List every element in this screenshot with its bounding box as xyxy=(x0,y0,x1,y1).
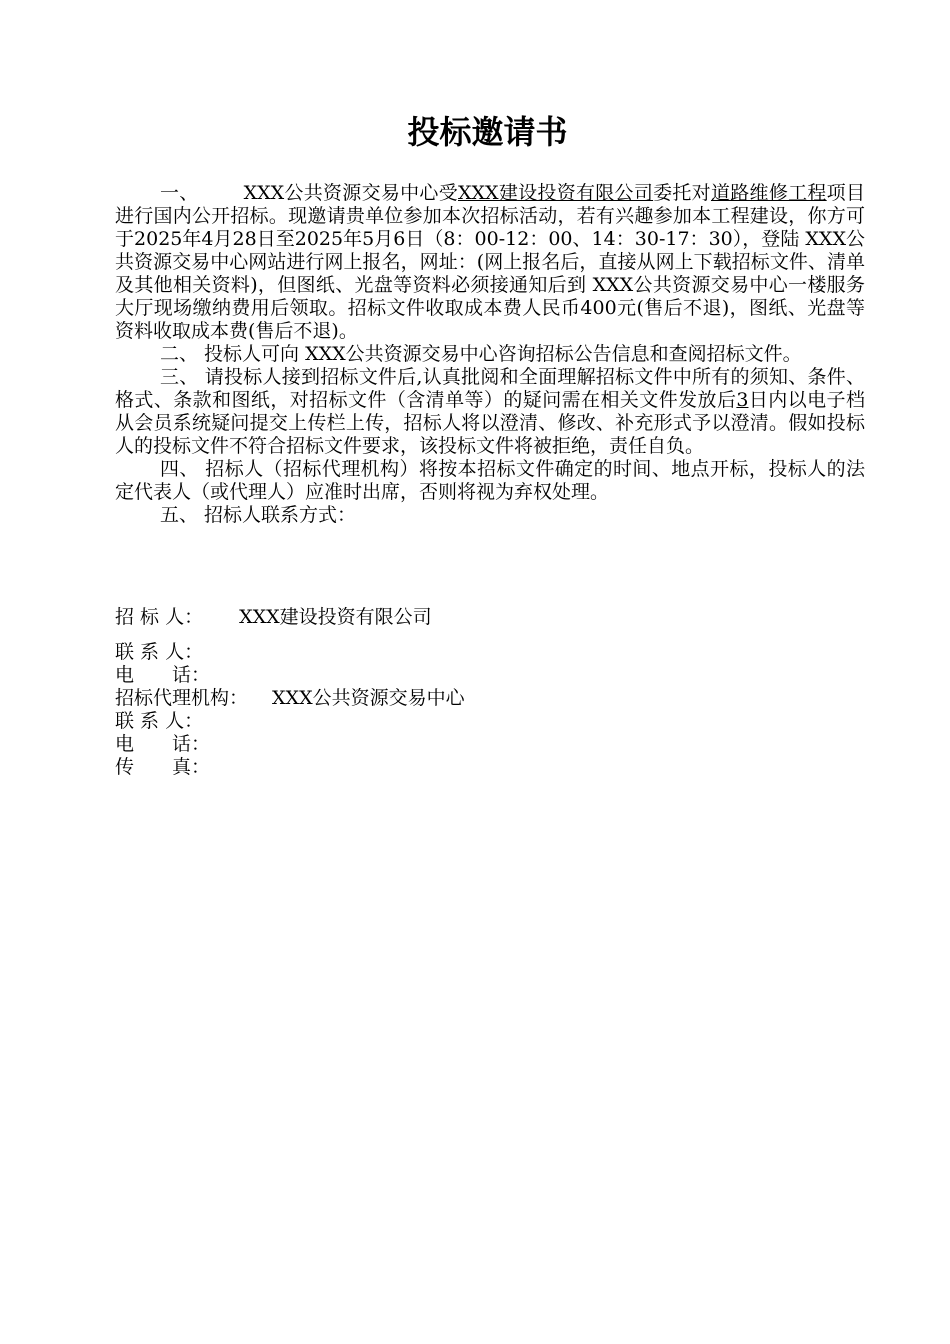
agency-value: XXX公共资源交易中心 xyxy=(272,687,465,709)
p3-text-a: 三、 请投标人接到招标文件后,认真批阅和全面理解招标文件中所有的须知、条件、格式、条款和图纸，对招标文件（含清单等）的疑问需在相关文件发放后 xyxy=(115,366,865,411)
contact1-row xyxy=(115,641,465,664)
p3-days: 3 xyxy=(736,389,749,411)
p1-tenderer: XXX建设投资有限公司 xyxy=(457,182,654,204)
tenderer-row xyxy=(115,606,465,629)
document-title: 投标邀请书 xyxy=(407,113,568,151)
paragraph-1 xyxy=(115,182,865,343)
p3-text-b: 日内以电子档从会员系统疑问提交上传栏上传，招标人将以澄清、修改、补充形式予以澄清。假如投标人的投标文件不符合招标文件要求，该投标文件将被拒绝，责任自负。 xyxy=(115,389,865,457)
contact2-label: 联 系 人： xyxy=(115,710,204,732)
fax-label: 传 真： xyxy=(115,756,211,778)
phone1-label: 电 话： xyxy=(115,664,211,686)
fax-row xyxy=(115,756,465,779)
phone1-row xyxy=(115,664,465,687)
paragraph-5: 五、 招标人联系方式： xyxy=(160,504,357,526)
p1-project: 道路维修工程 xyxy=(710,182,827,204)
tenderer-value: XXX建设投资有限公司 xyxy=(239,606,432,628)
p1-center: XXX公共资源交易中心受 xyxy=(243,182,458,204)
p1-rest: 项目进行国内公开招标。现邀请贵单位参加本次招标活动，若有兴趣参加本工程建设，你方可于2025年4月28日至2025年5月6日（8：00-12：00、14：30-17：30），登陆 XXX公共资源交易中心网站进行网上报名，网址：(网上报名后，直接从网上下载招标文件、清单及其他相关资料)，但图纸、光盘等资料必须接通知后到 XXX公共资源交易中心一楼服务大厅现场缴纳费用后领取。招标文件收取成本费人民币400元(售后不退)，图纸、光盘等资料收取成本费(售后不退)。 xyxy=(115,182,865,342)
tenderer-label: 招 标 人： xyxy=(115,606,204,628)
p1-number: 一、 xyxy=(160,182,199,204)
phone2-row xyxy=(115,733,465,756)
paragraph-2: 二、 投标人可向 XXX公共资源交易中心咨询招标公告信息和查阅招标文件。 xyxy=(160,343,802,365)
contact1-label: 联 系 人： xyxy=(115,641,204,663)
document-body xyxy=(115,182,865,527)
p1-entrust: 委托对 xyxy=(653,182,711,204)
contact-block xyxy=(115,606,465,779)
agency-label: 招标代理机构： xyxy=(115,687,249,709)
agency-row xyxy=(115,687,465,710)
contact2-row xyxy=(115,710,465,733)
phone2-label: 电 话： xyxy=(115,733,211,755)
paragraph-4: 四、 招标人（招标代理机构）将按本招标文件确定的时间、地点开标，投标人的法定代表人（或代理人）应准时出席，否则将视为弃权处理。 xyxy=(115,458,865,503)
paragraph-3 xyxy=(115,366,865,458)
